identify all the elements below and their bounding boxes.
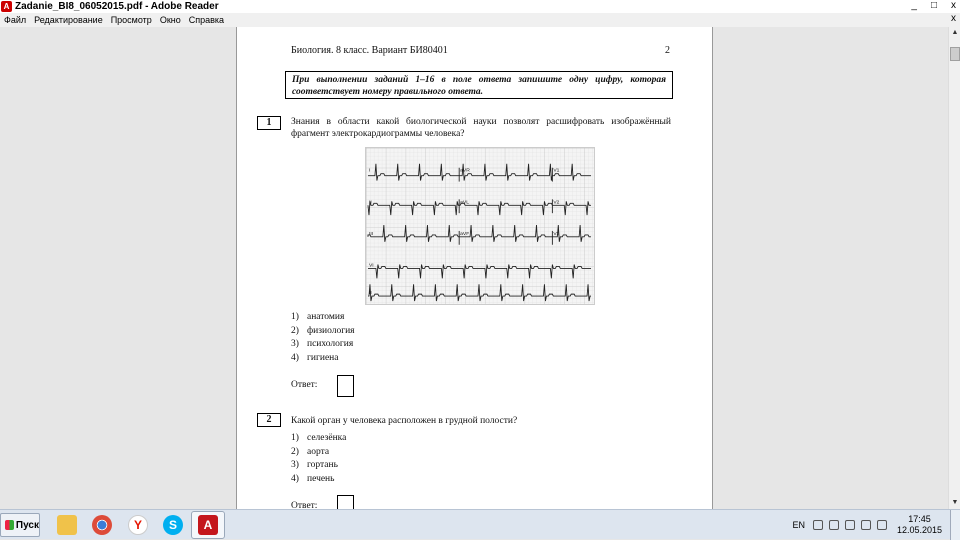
taskbar bbox=[0, 509, 960, 539]
ecg-lead-label: aVL bbox=[460, 200, 469, 206]
option-text: психология bbox=[307, 339, 354, 350]
answer-option: 3) психология bbox=[291, 339, 355, 353]
page-number: 2 bbox=[665, 45, 670, 56]
ecg-lead-label: aVR bbox=[460, 168, 470, 174]
skype-icon: S bbox=[163, 515, 183, 535]
clock-time: 17:45 bbox=[908, 514, 931, 524]
question-number: 2 bbox=[257, 413, 281, 427]
title-bar bbox=[0, 0, 960, 13]
ecg-lead-label: V3 bbox=[553, 231, 560, 237]
ecg-lead-label: II bbox=[368, 200, 372, 206]
tray-arrow-icon[interactable] bbox=[829, 520, 839, 530]
ecg-image bbox=[365, 147, 595, 305]
instruction-box: При выполнении заданий 1–16 в поле ответа запишите одну цифру, которая соответствует номеру правильного ответа. bbox=[285, 71, 673, 99]
answer-option: 3) гортань bbox=[291, 460, 346, 474]
menu-edit[interactable]: Редактирование bbox=[34, 15, 103, 25]
answer-option: 1) анатомия bbox=[291, 312, 355, 326]
ecg-lead-label: V2 bbox=[553, 200, 560, 206]
menu-bar bbox=[0, 13, 960, 27]
question-1-options bbox=[291, 312, 355, 366]
adobe-reader-icon: A bbox=[198, 515, 218, 535]
taskbar-app-chrome[interactable] bbox=[85, 511, 119, 539]
folder-icon bbox=[57, 515, 77, 535]
question-text: Какой орган у человека расположен в грудной полости? bbox=[291, 416, 518, 426]
ecg-lead-label: II bbox=[368, 291, 372, 297]
option-text: печень bbox=[307, 473, 335, 484]
question-2-options bbox=[291, 433, 346, 487]
scroll-down-arrow-icon[interactable]: ▼ bbox=[951, 499, 959, 506]
option-text: селезёнка bbox=[307, 433, 347, 443]
ecg-lead-label: I bbox=[368, 168, 371, 174]
vertical-scrollbar[interactable] bbox=[948, 27, 960, 509]
show-desktop-button[interactable] bbox=[950, 510, 960, 540]
document-area[interactable] bbox=[0, 27, 948, 509]
close-document-button[interactable]: x bbox=[951, 13, 956, 24]
answer-box bbox=[337, 495, 354, 509]
page-header: Биология. 8 класс. Вариант БИ80401 bbox=[291, 45, 448, 56]
answer-option: 2) физиология bbox=[291, 326, 355, 340]
adobe-reader-icon: A bbox=[1, 1, 12, 12]
option-text: аорта bbox=[307, 446, 330, 457]
chrome-icon bbox=[92, 515, 112, 535]
network-icon[interactable] bbox=[861, 520, 871, 530]
start-label: Пуск bbox=[15, 519, 39, 531]
help-icon[interactable] bbox=[813, 520, 823, 530]
ecg-lead-label: V1 bbox=[553, 168, 560, 174]
taskbar-app-file-manager[interactable] bbox=[50, 511, 84, 539]
scrollbar-thumb[interactable] bbox=[950, 47, 960, 61]
answer-label: Ответ: bbox=[291, 501, 318, 509]
ecg-lead-label: III bbox=[368, 231, 374, 237]
answer-option: 4) гигиена bbox=[291, 353, 355, 367]
pdf-page bbox=[236, 27, 713, 509]
windows-flag-icon bbox=[5, 520, 14, 530]
answer-option: 2) аорта bbox=[291, 447, 346, 461]
answer-option: 4) печень bbox=[291, 474, 346, 488]
taskbar-app-yandex-browser[interactable] bbox=[121, 511, 155, 539]
close-button[interactable]: x bbox=[951, 0, 956, 11]
ecg-lead-label: VI bbox=[368, 263, 374, 269]
menu-view[interactable]: Просмотр bbox=[110, 15, 152, 25]
flag-icon[interactable] bbox=[845, 520, 855, 530]
window-controls bbox=[911, 0, 956, 11]
answer-option: 1) селезёнка bbox=[291, 433, 346, 447]
taskbar-app-adobe-reader[interactable] bbox=[191, 511, 225, 539]
option-text: гортань bbox=[307, 460, 338, 471]
menu-window[interactable]: Окно bbox=[159, 15, 181, 25]
start-button[interactable] bbox=[0, 513, 40, 537]
clock[interactable] bbox=[897, 514, 942, 536]
option-text: физиология bbox=[307, 325, 355, 336]
ecg-lead-label: aVF bbox=[460, 231, 470, 237]
question-text: Знания в области какой биологической науки позволят расшифровать изображённый фрагмент электрокардиограммы человека? bbox=[291, 117, 671, 139]
yandex-icon: Y bbox=[128, 515, 148, 535]
scroll-up-arrow-icon[interactable]: ▲ bbox=[951, 29, 959, 36]
question-number: 1 bbox=[257, 116, 281, 130]
menu-file[interactable]: Файл bbox=[4, 15, 27, 25]
taskbar-app-skype[interactable] bbox=[156, 511, 190, 539]
volume-icon[interactable] bbox=[877, 520, 887, 530]
document-controls bbox=[951, 13, 956, 24]
window-title: Zadanie_BI8_06052015.pdf - Adobe Reader bbox=[15, 1, 219, 12]
answer-label: Ответ: bbox=[291, 380, 318, 390]
system-tray bbox=[792, 510, 960, 540]
answer-box bbox=[337, 375, 354, 397]
maximize-button[interactable]: □ bbox=[930, 0, 937, 11]
option-text: анатомия bbox=[307, 312, 345, 322]
language-indicator[interactable]: EN bbox=[792, 520, 805, 530]
minimize-button[interactable]: _ bbox=[911, 0, 917, 11]
menu-help[interactable]: Справка bbox=[188, 15, 225, 25]
option-text: гигиена bbox=[307, 352, 339, 363]
clock-date: 12.05.2015 bbox=[896, 525, 942, 535]
